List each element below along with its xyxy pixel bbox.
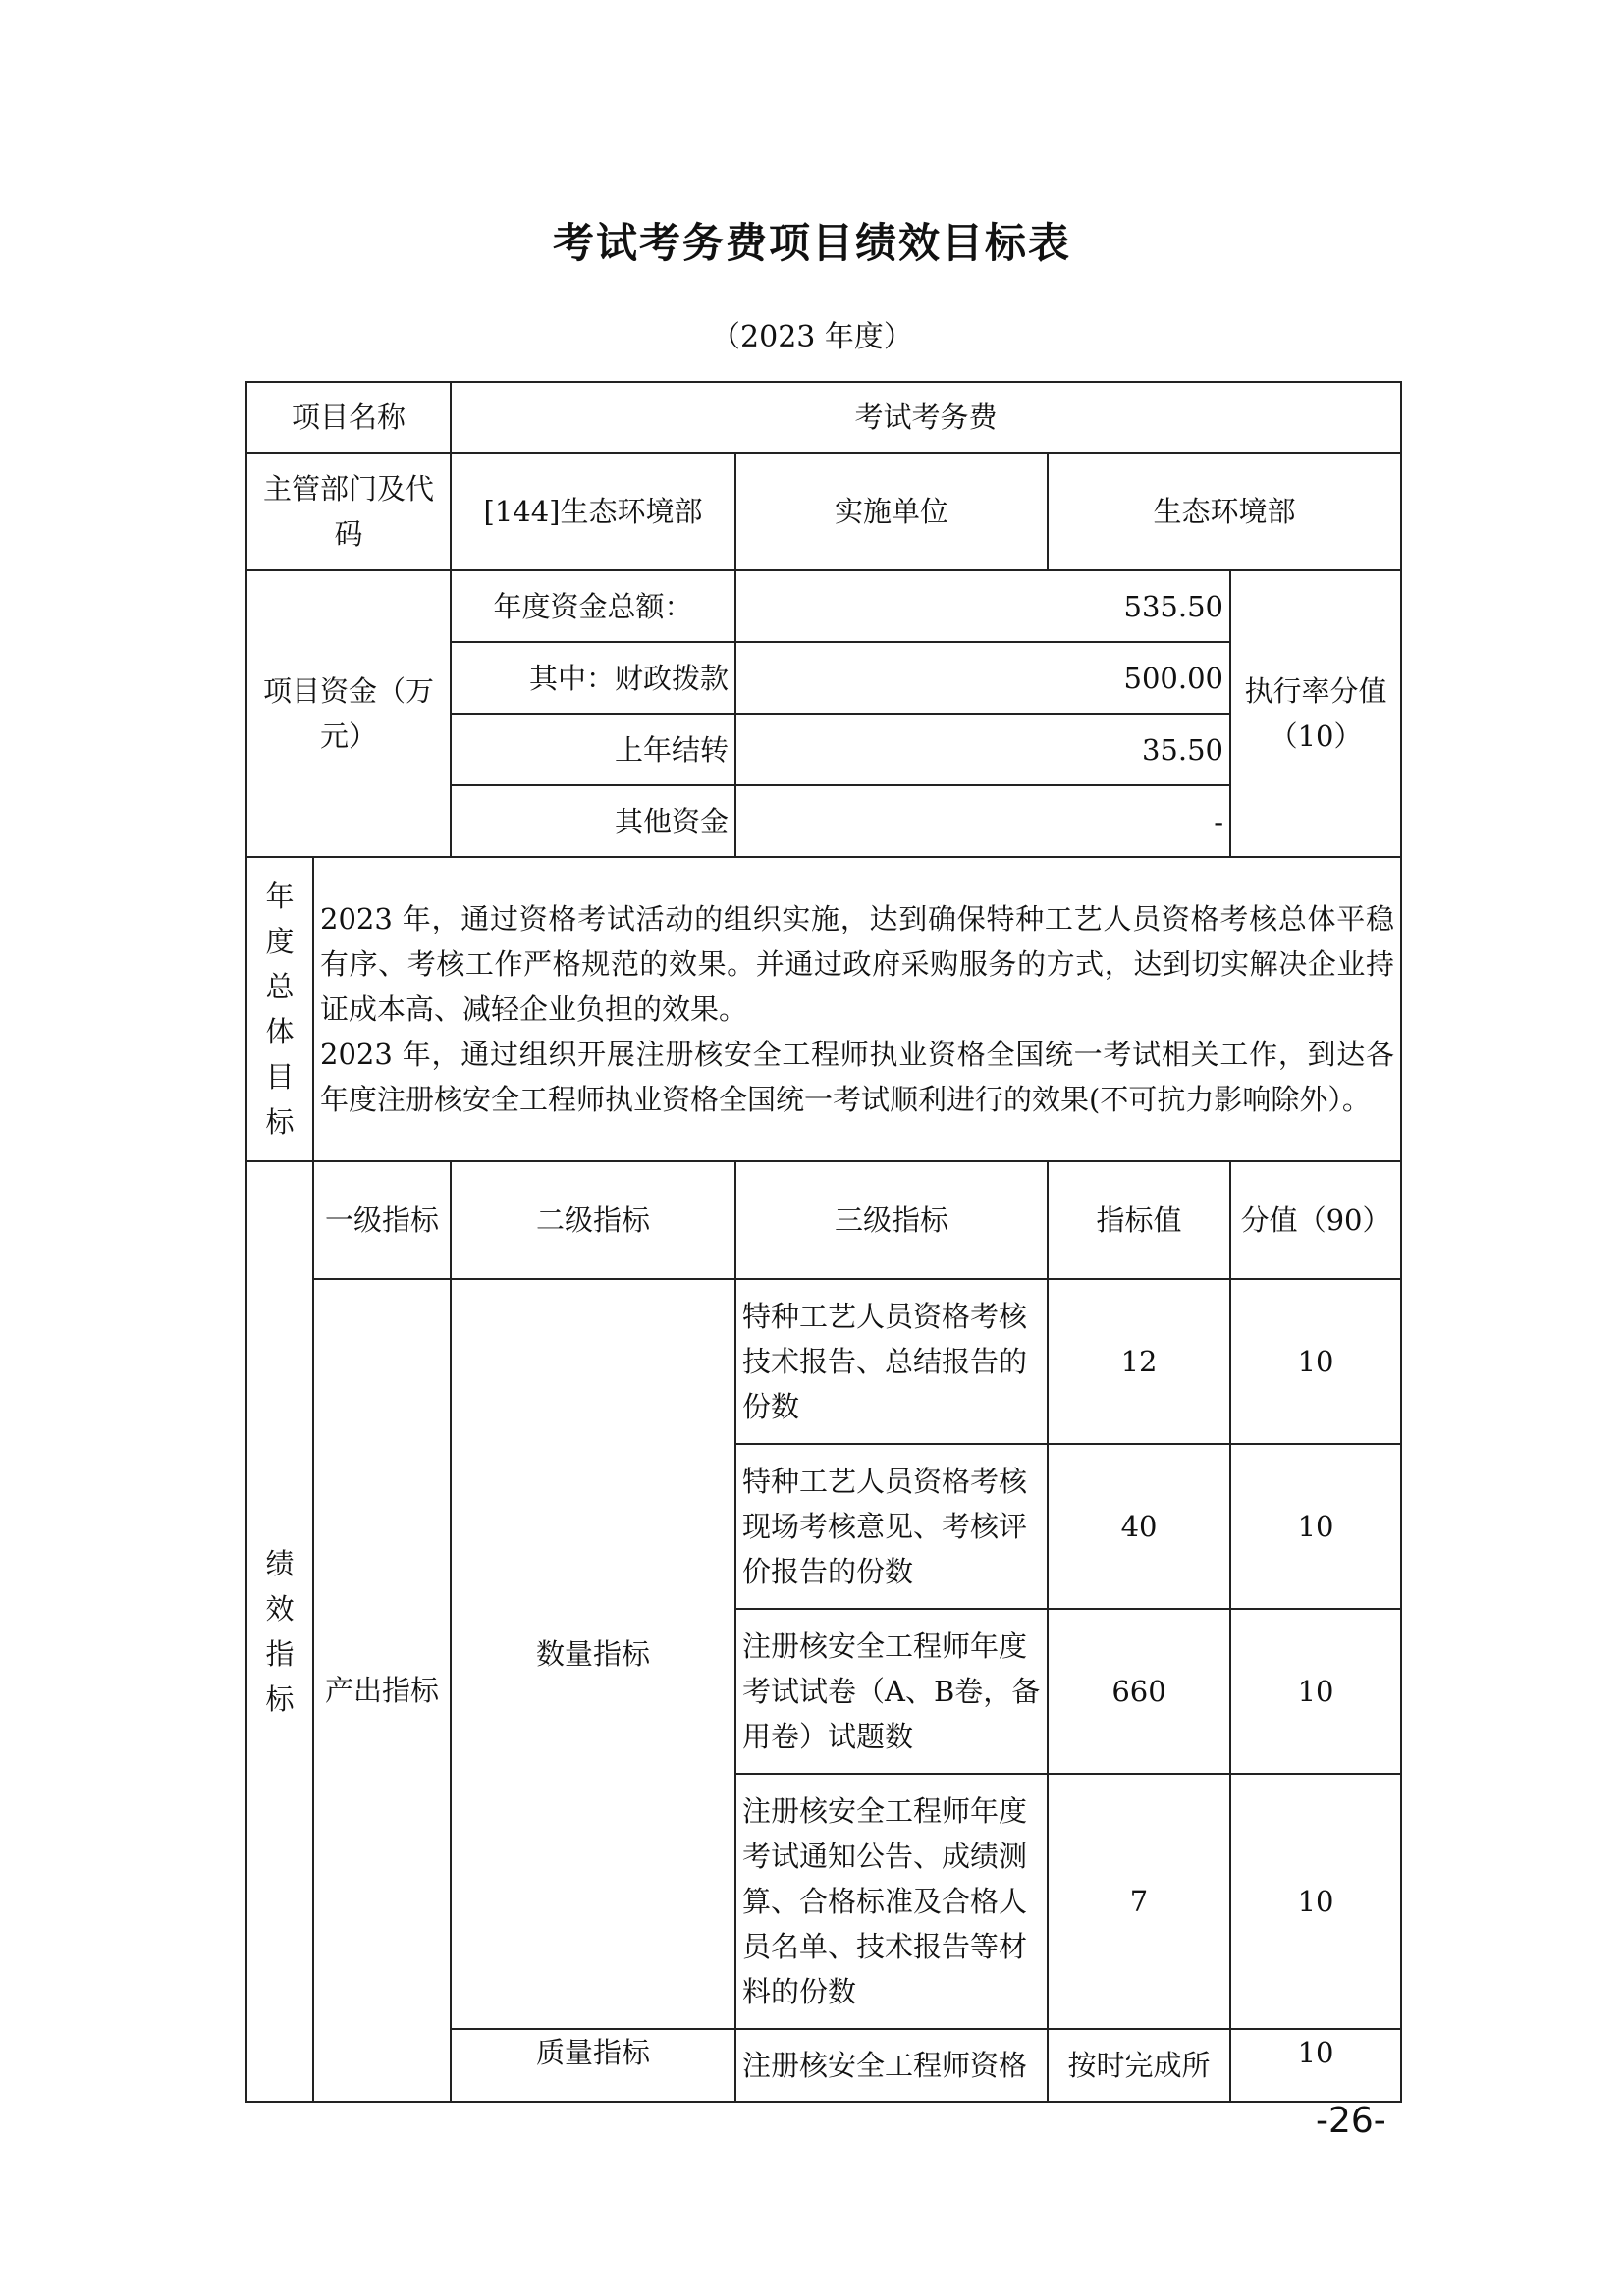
header-score: 分值（90） <box>1230 1161 1401 1279</box>
indicator-row-1-value: 12 <box>1048 1279 1230 1444</box>
indicator-row-4-score: 10 <box>1230 1774 1401 2029</box>
project-name-value: 考试考务费 <box>451 382 1401 453</box>
funds-fiscal-label: 其中：财政拨款 <box>451 642 735 714</box>
indicator-row-2-l3: 特种工艺人员资格考核现场考核意见、考核评价报告的份数 <box>735 1444 1048 1609</box>
funds-total-value: 535.50 <box>735 570 1230 642</box>
funds-total-label: 年度资金总额： <box>451 570 735 642</box>
rate-score-label: 执行率分值（10） <box>1230 570 1401 857</box>
indicators-section-label: 绩效指标 <box>246 1161 313 2102</box>
indicator-row-3-score: 10 <box>1230 1609 1401 1774</box>
page-number: -26- <box>1316 2101 1386 2141</box>
impl-value: 生态环境部 <box>1048 453 1401 570</box>
header-level3: 三级指标 <box>735 1161 1048 1279</box>
page-title: 考试考务费项目绩效目标表 <box>552 219 1071 267</box>
indicator-row-1-l3: 特种工艺人员资格考核技术报告、总结报告的份数 <box>735 1279 1048 1444</box>
indicator-row-4-l3: 注册核安全工程师年度考试通知公告、成绩测算、合格标准及合格人员名单、技术报告等材料的份数 <box>735 1774 1048 2029</box>
header-value: 指标值 <box>1048 1161 1230 1279</box>
indicator-row-5-l3: 注册核安全工程师资格 <box>735 2029 1048 2102</box>
indicator-row-1-score: 10 <box>1230 1279 1401 1444</box>
goal-label: 年度总体目标 <box>246 857 313 1161</box>
goal-text <box>313 857 1401 1161</box>
funds-other-label: 其他资金 <box>451 785 735 857</box>
level1-output: 产出指标 <box>313 1279 451 2102</box>
funds-fiscal-value: 500.00 <box>735 642 1230 714</box>
level2-quantity: 数量指标 <box>451 1279 735 2029</box>
page-subtitle: （2023 年度） <box>711 320 913 354</box>
header-level1: 一级指标 <box>313 1161 451 1279</box>
funds-other-value: - <box>735 785 1230 857</box>
indicator-row-2-value: 40 <box>1048 1444 1230 1609</box>
funds-carry-label: 上年结转 <box>451 714 735 785</box>
indicator-row-4-value: 7 <box>1048 1774 1230 2029</box>
performance-target-table <box>245 381 1402 2103</box>
funds-carry-value: 35.50 <box>735 714 1230 785</box>
dept-label: 主管部门及代码 <box>246 453 451 570</box>
indicator-row-5-value: 按时完成所 <box>1048 2029 1230 2102</box>
goal-paragraph-1: 2023 年，通过资格考试活动的组织实施，达到确保特种工艺人员资格考核总体平稳有序、考核工作严格规范的效果。并通过政府采购服务的方式，达到切实解决企业持证成本高、减轻企业负担的效果。 <box>320 902 1395 1026</box>
project-name-label: 项目名称 <box>246 382 451 453</box>
indicator-row-3-l3: 注册核安全工程师年度考试试卷（A、B卷，备用卷）试题数 <box>735 1609 1048 1774</box>
indicator-row-2-score: 10 <box>1230 1444 1401 1609</box>
indicator-row-3-value: 660 <box>1048 1609 1230 1774</box>
goal-paragraph-2: 2023 年，通过组织开展注册核安全工程师执业资格全国统一考试相关工作，到达各年度注册核安全工程师执业资格全国统一考试顺利进行的效果(不可抗力影响除外）。 <box>320 1038 1395 1116</box>
funds-label: 项目资金（万元） <box>246 570 451 857</box>
header-level2: 二级指标 <box>451 1161 735 1279</box>
dept-value: [144]生态环境部 <box>451 453 735 570</box>
indicator-row-5-score: 10 <box>1230 2029 1401 2102</box>
level2-quality: 质量指标 <box>451 2029 735 2102</box>
impl-label: 实施单位 <box>735 453 1048 570</box>
